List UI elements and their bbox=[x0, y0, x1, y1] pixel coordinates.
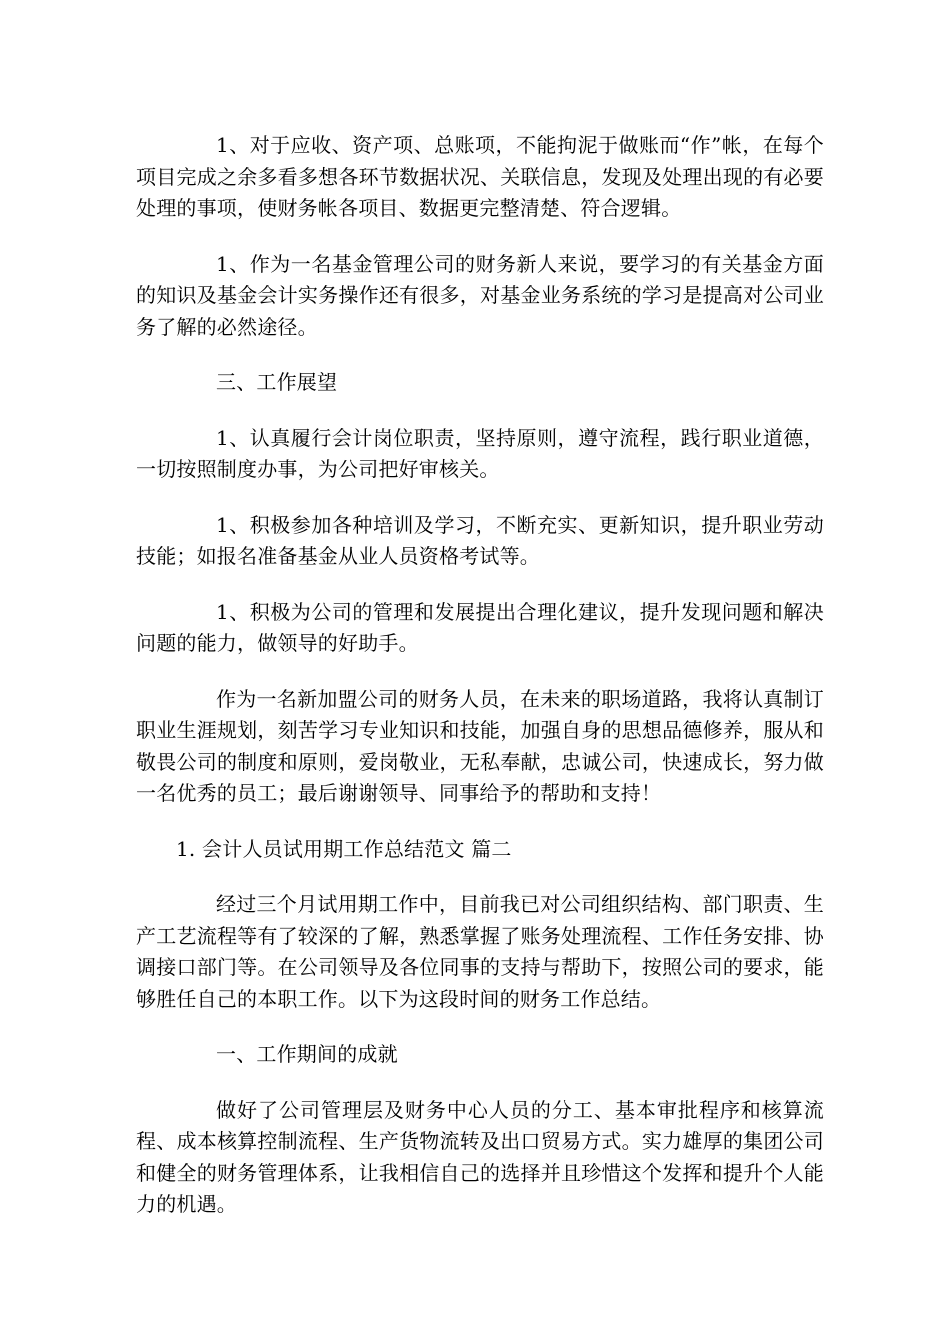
paragraph-fund-learning: 1、作为一名基金管理公司的财务新人来说，要学习的有关基金方面的知识及基金会计实务操作还有很多，对基金业务系统的学习是提高对公司业务了解的必然途径。 bbox=[136, 251, 824, 339]
document-body bbox=[136, 130, 824, 1245]
heading-work-outlook: 三、工作展望 bbox=[216, 370, 338, 394]
paragraph-achievements: 做好了公司管理层及财务中心人员的分工、基本审批程序和核算流程、成本核算控制流程、生产货物流转及出口贸易方式。实力雄厚的集团公司和健全的财务管理体系，让我相信自己的选择并且珍惜这个发挥和提升个人能力的机遇。 bbox=[136, 1097, 824, 1216]
paragraph-receivables: 1、对于应收、资产项、总账项，不能拘泥于做账而“作”帐，在每个项目完成之余多看多想各环节数据状况、关联信息，发现及处理出现的有必要处理的事项，使财务帐各项目、数据更完整清楚、符合逻辑。 bbox=[136, 133, 824, 220]
heading-achievements: 一、工作期间的成就 bbox=[216, 1042, 398, 1066]
paragraph-probation-summary: 经过三个月试用期工作中，目前我已对公司组织结构、部门职责、生产工艺流程等有了较深的了解，熟悉掌握了账务处理流程、工作任务安排、协调接口部门等。在公司领导及各位同事的支持与帮助下，按照公司的要求，能够胜任自己的本职工作。以下为这段时间的财务工作总结。 bbox=[136, 892, 824, 1011]
section-title-part-two: 1. 会计人员试用期工作总结范文 篇二 bbox=[176, 836, 512, 861]
paragraph-duty: 1、认真履行会计岗位职责，坚持原则，遵守流程，践行职业道德，一切按照制度办事，为公司把好审核关。 bbox=[136, 425, 824, 481]
paragraph-suggestions: 1、积极为公司的管理和发展提出合理化建议，提升发现问题和解决问题的能力，做领导的好助手。 bbox=[136, 599, 824, 655]
paragraph-career-plan: 作为一名新加盟公司的财务人员，在未来的职场道路，我将认真制订职业生涯规划，刻苦学习专业知识和技能，加强自身的思想品德修养，服从和敬畏公司的制度和原则，爱岗敬业，无私奉献，忠诚公司，快速成长，努力做一名优秀的员工；最后谢谢领导、同事给予的帮助和支持！ bbox=[136, 686, 824, 805]
paragraph-training: 1、积极参加各种培训及学习，不断充实、更新知识，提升职业劳动技能；如报名准备基金从业人员资格考试等。 bbox=[136, 512, 824, 568]
